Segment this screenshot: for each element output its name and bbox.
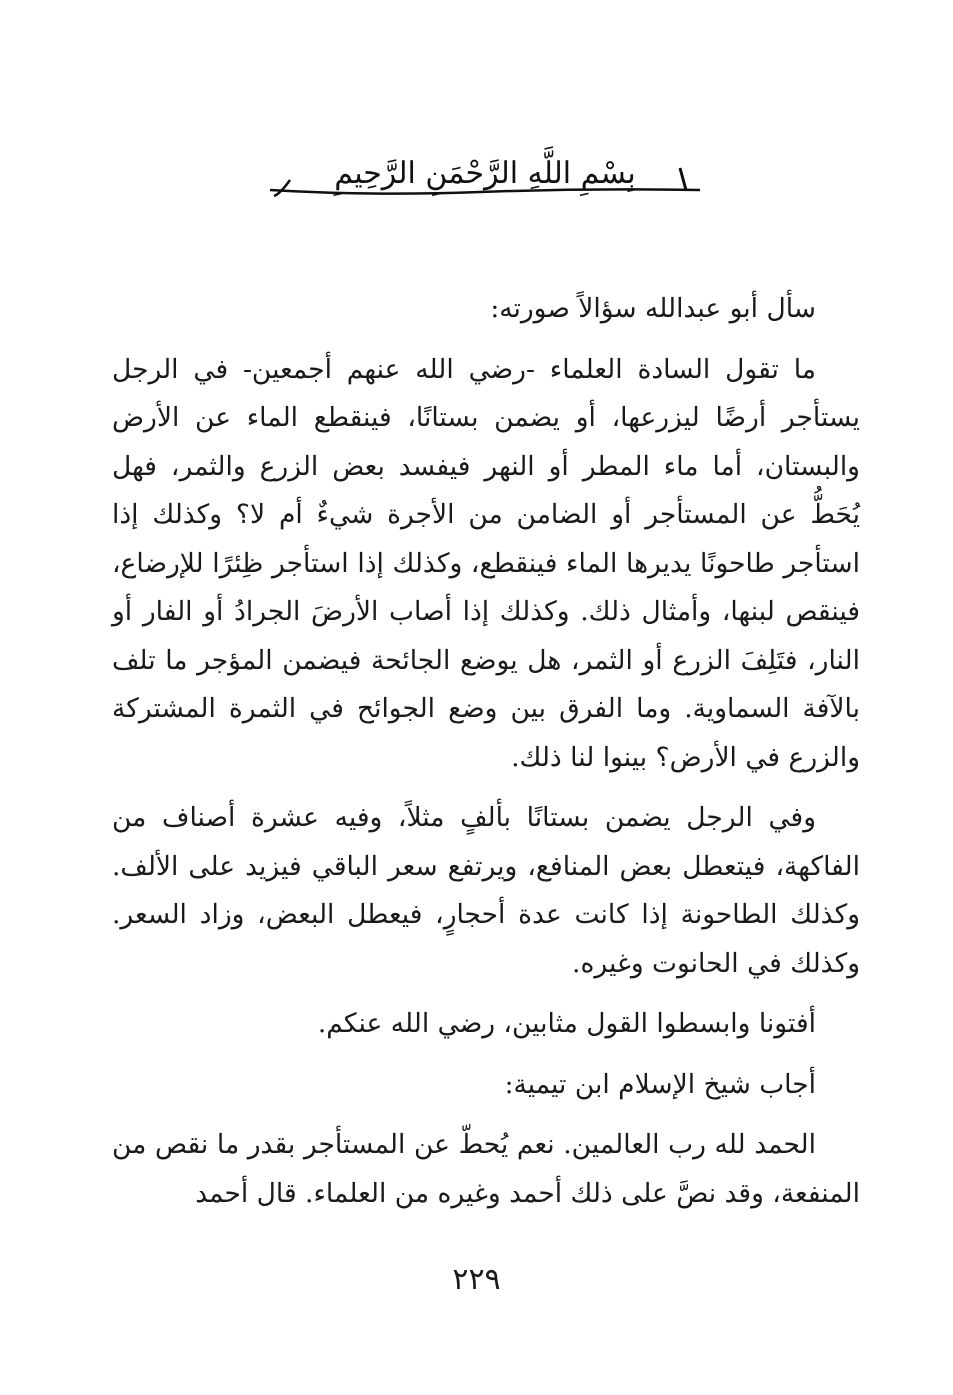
- question-closing: أفتونا وابسطوا القول مثابين، رضي الله عنكم.: [317, 1008, 816, 1039]
- question-paragraph-2: وفي الرجل يضمن بستانًا بألفٍ مثلاً، وفيه عشرة أصناف من الفاكهة، فيتعطل بعض المنافع، ويرتفع سعر الباقي فيزيد على الألف. وكذلك الطاحونة إذا كانت عدة أحجارٍ، فيعطل البعض، وزاد السعر. وكذلك في الحانوت وغيره.: [112, 802, 860, 979]
- question-paragraph: ما تقول السادة العلماء -رضي الله عنهم أجمعين- في الرجل يستأجر أرضًا ليزرعها، أو يضمن بستانًا، فينقطع الماء عن الأرض والبستان، أما ماء المطر أو النهر فيفسد بعض الزرع والثمر، فهل يُحَطُّ عن المستأجر أو الضامن من الأجرة شيءٌ أم لا؟ وكذلك إذا استأجر طاحونًا يديرها الماء فينقطع، وكذلك إذا استأجر ظِئرًا للإرضاع، فينقص لبنها، وأمثال ذلك. وكذلك إذا أصاب الأرضَ الجرادُ أو الفار أو النار، فتَلِفَ الزرع أو الثمر، هل يوضع الجائحة فيضمن المؤجر ما تلف بالآفة السماوية. وما الفرق بين وضع الجوائح في الثمرة المشتركة والزرع في الأرض؟ بينوا لنا ذلك.: [112, 353, 860, 773]
- question-intro: سأل أبو عبدالله سؤالاً صورته:: [490, 293, 816, 324]
- answer-paragraph: الحمد لله رب العالمين. نعم يُحطّ عن المستأجر بقدر ما نقص من المنفعة، وقد نصَّ على ذلك أحمد وغيره من العلماء. قال أحمد: [112, 1129, 860, 1209]
- basmala-text: بِسْمِ اللَّهِ الرَّحْمَنِ الرَّحِيمِ: [334, 156, 636, 191]
- basmala-header: [250, 150, 720, 210]
- answer-intro: أجاب شيخ الإسلام ابن تيمية:: [504, 1068, 816, 1100]
- page-number: ٢٢٩: [452, 1262, 501, 1297]
- main-text: [112, 285, 860, 1230]
